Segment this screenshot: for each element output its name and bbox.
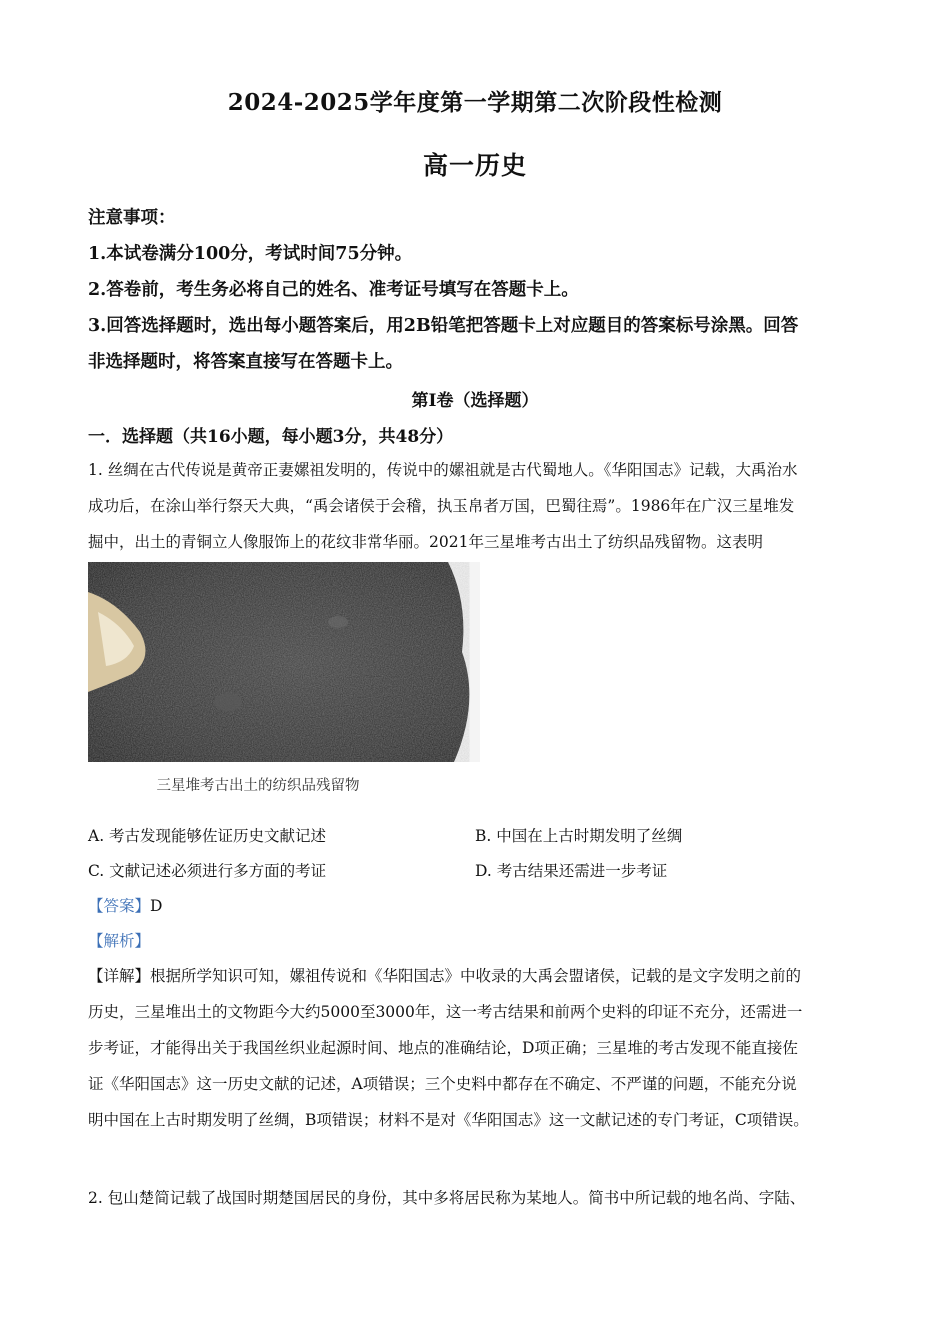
q1-detail-line-4: 证《华阳国志》这一历史文献的记述，A项错误；三个史料中都存在不确定、不严谨的问题，不能充分说 bbox=[88, 1075, 797, 1093]
q1-option-a: A. 考古发现能够佐证历史文献记述 bbox=[88, 827, 327, 845]
q1-option-c: C. 文献记述必须进行多方面的考证 bbox=[88, 862, 327, 880]
notes-line-2: 2.答卷前，考生务必将自己的姓名、准考证号填写在答题卡上。 bbox=[88, 280, 579, 300]
section-title: 第Ⅰ卷（选择题） bbox=[411, 391, 539, 411]
q1-stem-line-1: 1. 丝绸在古代传说是黄帝正妻嫘祖发明的，传说中的嫘祖就是古代蜀地人。《华阳国志》记载，大禹治水 bbox=[88, 461, 798, 479]
answer-value: D bbox=[150, 897, 163, 915]
notes-line-1: 1.本试卷满分100分，考试时间75分钟。 bbox=[88, 244, 413, 264]
analysis-label: 【解析】 bbox=[88, 932, 151, 950]
textile-residue-photo bbox=[88, 562, 480, 762]
q1-stem-line-2: 成功后，在涂山举行祭天大典，“禹会诸侯于会稽，执玉帛者万国，巴蜀往焉”。1986年在广汉三星堆发 bbox=[88, 497, 795, 515]
exam-subject: 高一历史 bbox=[422, 151, 527, 180]
q1-stem-line-3: 掘中，出土的青铜立人像服饰上的花纹非常华丽。2021年三星堆考古出土了纺织品残留物。这表明 bbox=[88, 533, 763, 551]
q1-option-d: D. 考古结果还需进一步考证 bbox=[475, 862, 668, 880]
answer-label: 【答案】 bbox=[88, 897, 151, 915]
q1-detail-line-3: 步考证，才能得出关于我国丝织业起源时间、地点的准确结论，D项正确；三星堆的考古发现不能直接佐 bbox=[88, 1039, 798, 1057]
photo-caption: 三星堆考古出土的纺织品残留物 bbox=[156, 778, 360, 794]
exam-title: 2024-2025学年度第一学期第二次阶段性检测 bbox=[227, 89, 723, 116]
part-heading: 一．选择题（共16小题，每小题3分，共48分） bbox=[88, 427, 454, 447]
q1-option-b: B. 中国在上古时期发明了丝绸 bbox=[475, 827, 683, 845]
q1-detail-line-1: 【详解】根据所学知识可知，嫘祖传说和《华阳国志》中收录的大禹会盟诸侯，记载的是文字发明之前的 bbox=[88, 967, 802, 985]
notes-line-4: 非选择题时，将答案直接写在答题卡上。 bbox=[88, 352, 403, 372]
q1-answer bbox=[88, 894, 162, 916]
q1-detail-line-5: 明中国在上古时期发明了丝绸，B项错误；材料不是对《华阳国志》这一文献记述的专门考证，C项错误。 bbox=[88, 1111, 809, 1129]
q2-stem-line-1: 2. 包山楚简记载了战国时期楚国居民的身份，其中多将居民称为某地人。简书中所记载的地名尚、字陆、 bbox=[88, 1189, 806, 1207]
notes-line-3: 3.回答选择题时，选出每小题答案后，用2B铅笔把答题卡上对应题目的答案标号涂黑。回答 bbox=[88, 316, 799, 336]
notes-heading: 注意事项： bbox=[88, 208, 176, 228]
q1-detail-line-2: 历史，三星堆出土的文物距今大约5000至3000年，这一考古结果和前两个史料的印证不充分，还需进一 bbox=[88, 1003, 803, 1021]
